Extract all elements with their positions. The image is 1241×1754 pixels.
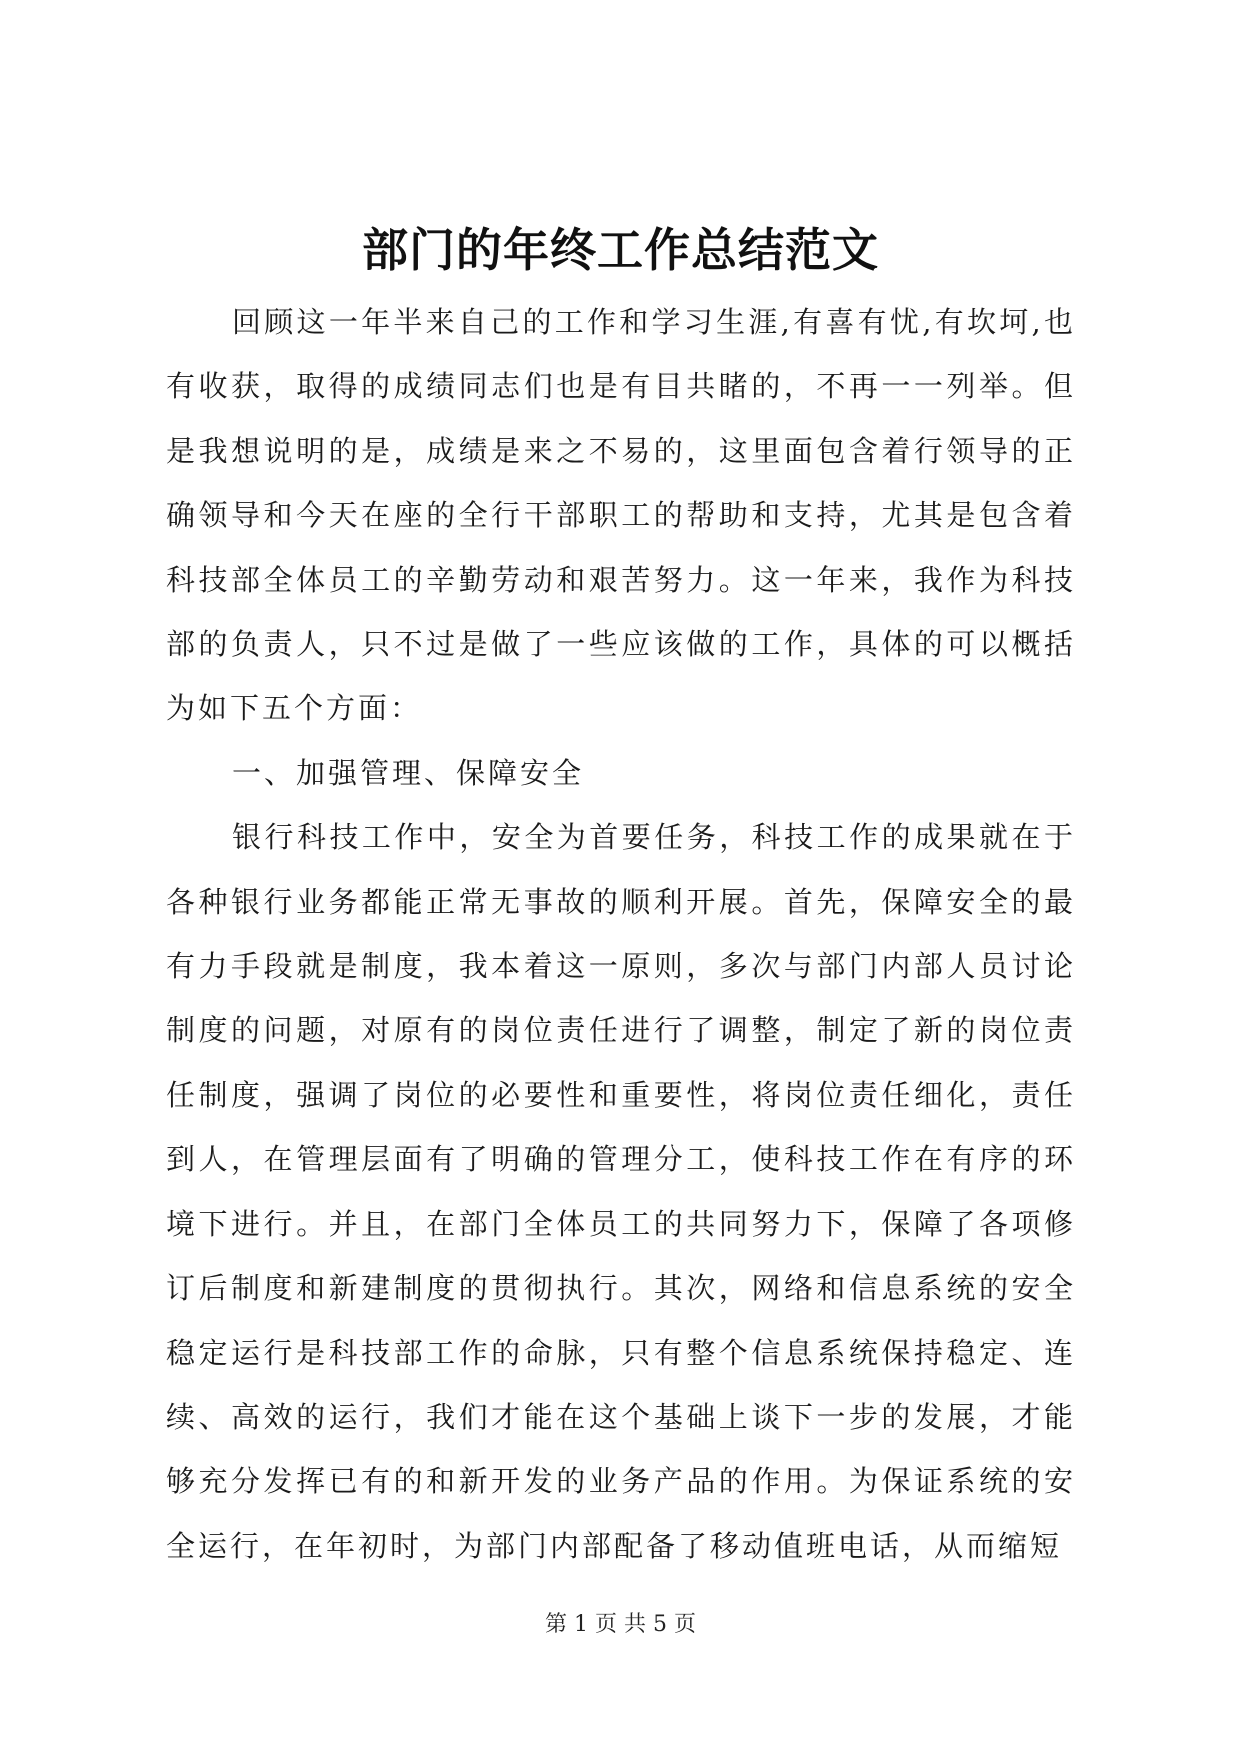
paragraph-intro: 回顾这一年半来自己的工作和学习生涯,有喜有忧,有坎坷,也有收获，取得的成绩同志们也是有目共睹的，不再一一列举。但是我想说明的是，成绩是来之不易的，这里面包含着行领导的正确领导和今天在座的全行干部职工的帮助和支持，尤其是包含着科技部全体员工的辛勤劳动和艰苦努力。这一年来，我作为科技部的负责人，只不过是做了一些应该做的工作，具体的可以概括为如下五个方面： xyxy=(166,305,1076,726)
document-title: 部门的年终工作总结范文 xyxy=(362,223,879,277)
page-number-footer: 第 1 页 共 5 页 xyxy=(545,1612,696,1637)
document-body xyxy=(166,290,1076,1578)
section-heading-1: 一、加强管理、保障安全 xyxy=(232,755,585,790)
paragraph-section-1: 银行科技工作中，安全为首要任务，科技工作的成果就在于各种银行业务都能正常无事故的顺利开展。首先，保障安全的最有力手段就是制度，我本着这一原则，多次与部门内部人员讨论制度的问题，对原有的岗位责任进行了调整，制定了新的岗位责任制度，强调了岗位的必要性和重要性，将岗位责任细化，责任到人，在管理层面有了明确的管理分工，使科技工作在有序的环境下进行。并且，在部门全体员工的共同努力下，保障了各项修订后制度和新建制度的贯彻执行。其次，网络和信息系统的安全稳定运行是科技部工作的命脉，只有整个信息系统保持稳定、连续、高效的运行，我们才能在这个基础上谈下一步的发展，才能够充分发挥已有的和新开发的业务产品的作用。为保证系统的安全运行，在年初时，为部门内部配备了移动值班电话，从而缩短 xyxy=(166,820,1076,1563)
